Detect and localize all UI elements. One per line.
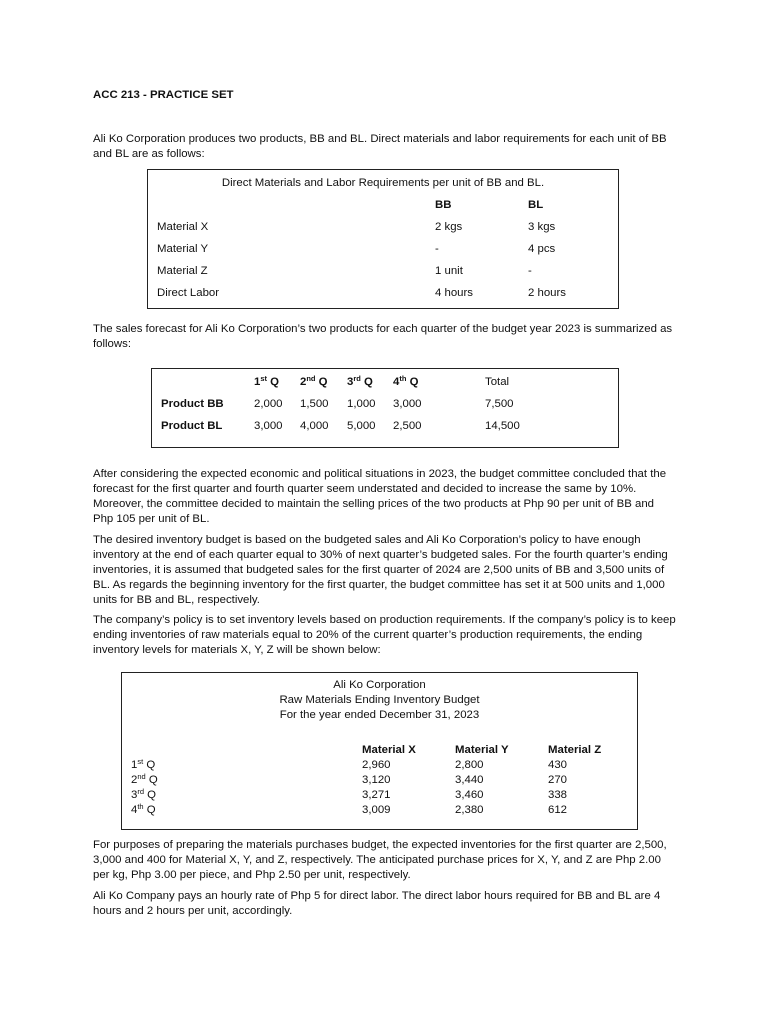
header-q3: 3rd Q [347, 374, 373, 388]
header-q2: 2nd Q [300, 374, 328, 388]
cell-total: 14,500 [485, 420, 520, 432]
cell-value: 1,000 [347, 398, 376, 410]
requirements-caption: Direct Materials and Labor Requirements per unit of BB and BL. [221, 177, 545, 189]
cell-value: 2,380 [455, 804, 484, 816]
cell-bl: - [528, 265, 532, 277]
cell-value: 270 [548, 774, 568, 786]
budget-period: For the year ended December 31, 2023 [279, 709, 480, 721]
cell-value: 2,000 [254, 398, 283, 410]
row-label-q3: 3rd Q [131, 787, 157, 801]
row-label-q2: 2nd Q [131, 772, 158, 786]
budget-title: Raw Materials Ending Inventory Budget [279, 694, 480, 706]
cell-value: 1,500 [300, 398, 329, 410]
sales-forecast-table [151, 368, 619, 448]
cell-value: 5,000 [347, 420, 376, 432]
header-material-y: Material Y [455, 744, 509, 756]
page-title: ACC 213 - PRACTICE SET [93, 89, 234, 101]
cell-bl: 3 kgs [528, 221, 556, 233]
cell-value: 3,460 [455, 789, 484, 801]
header-material-x: Material X [362, 744, 416, 756]
paragraph-3: The company’s policy is to set inventory levels based on production requirements. If the company’s policy is to keep ending inventories of raw materials equal to 20% of the current quarter’s production requirements, the ending inventory levels for materials X, Y, Z will be shown below: [93, 614, 676, 656]
cell-value: 3,000 [393, 398, 422, 410]
header-q4: 4th Q [393, 374, 419, 388]
cell-value: 3,271 [362, 789, 391, 801]
header-material-z: Material Z [548, 744, 602, 756]
cell-value: 3,120 [362, 774, 391, 786]
header-bl: BL [528, 199, 544, 211]
row-label: Material Z [157, 265, 208, 277]
paragraph-1: After considering the expected economic and political situations in 2023, the budget committee concluded that the forecast for the first quarter and fourth quarter seem understated and decided to increase the same by 10%. Moreover, the committee decided to maintain the selling prices of the two products at Php 90 per unit of BB and Php 105 per unit of BL. [93, 468, 667, 525]
row-label: Direct Labor [157, 287, 220, 299]
row-label: Product BB [161, 398, 224, 410]
cell-bb: 2 kgs [435, 221, 463, 233]
cell-value: 430 [548, 759, 568, 771]
cell-value: 612 [548, 804, 568, 816]
header-q1: 1st Q [254, 374, 280, 388]
requirements-table [147, 169, 619, 309]
paragraph-5: Ali Ko Company pays an hourly rate of Php 5 for direct labor. The direct labor hours required for BB and BL are 4 hours and 2 hours per unit, accordingly. [93, 890, 661, 917]
company-name: Ali Ko Corporation [333, 679, 426, 691]
sales-intro: The sales forecast for Ali Ko Corporation’s two products for each quarter of the budget year 2023 is summarized as follows: [93, 323, 673, 350]
cell-value: 3,000 [254, 420, 283, 432]
cell-bl: 2 hours [528, 287, 566, 299]
header-total: Total [485, 376, 510, 388]
cell-bb: - [435, 243, 439, 255]
cell-value: 3,009 [362, 804, 391, 816]
intro-paragraph: Ali Ko Corporation produces two products, BB and BL. Direct materials and labor requirements for each unit of BB and BL are as follows: [93, 133, 667, 160]
row-label-q4: 4th Q [131, 802, 156, 816]
cell-value: 4,000 [300, 420, 329, 432]
cell-value: 2,960 [362, 759, 391, 771]
inventory-budget-table [121, 672, 638, 830]
row-label: Material Y [157, 243, 209, 255]
cell-value: 2,800 [455, 759, 484, 771]
header-bb: BB [435, 199, 452, 211]
paragraph-2: The desired inventory budget is based on the budgeted sales and Ali Ko Corporation’s policy to have enough inventory at the end of each quarter equal to 30% of next quarter’s budgeted sales. For the fourth quarter’s ending inventories, it is assumed that budgeted sales for the first quarter of 2024 are 2,500 units of BB and 3,500 units of BL. As regards the beginning inventory for the first quarter, the budget committee has set it at 500 units and 1,000 units for BB and BL, respectively. [93, 534, 668, 606]
paragraph-4: For purposes of preparing the materials purchases budget, the expected inventories for the first quarter are 2,500, 3,000 and 400 for Material X, Y, and Z, respectively. The anticipated purchase prices for X, Y, and Z are Php 2.00 per kg, Php 3.00 per piece, and Php 2.50 per unit, respectively. [93, 839, 667, 881]
cell-bb: 4 hours [435, 287, 473, 299]
row-label-q1: 1st Q [131, 757, 156, 771]
cell-value: 2,500 [393, 420, 422, 432]
cell-value: 338 [548, 789, 568, 801]
cell-bl: 4 pcs [528, 243, 556, 255]
cell-total: 7,500 [485, 398, 514, 410]
row-label: Product BL [161, 420, 223, 432]
row-label: Material X [157, 221, 209, 233]
cell-value: 3,440 [455, 774, 484, 786]
cell-bb: 1 unit [435, 265, 463, 277]
